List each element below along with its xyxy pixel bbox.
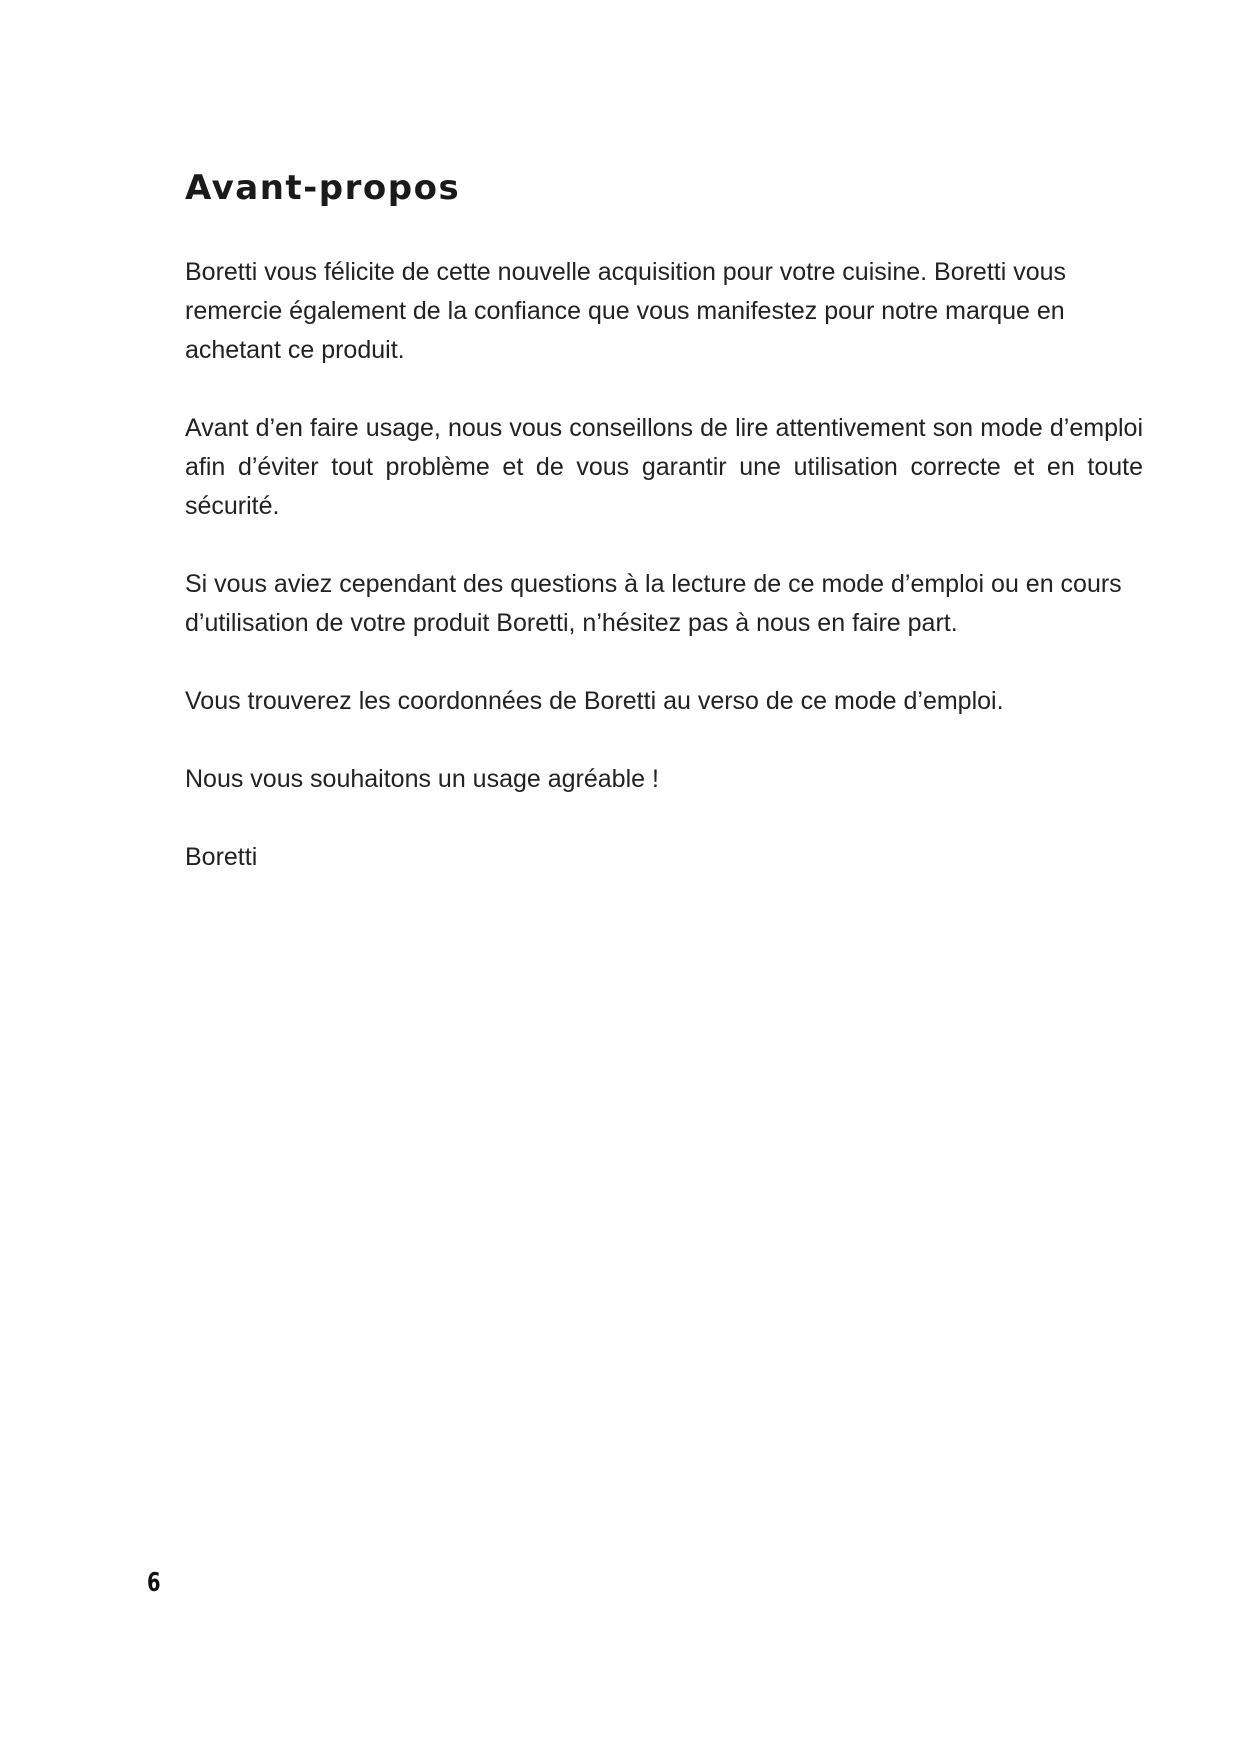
page-number: 6 [147,1568,161,1598]
body-text [185,253,1143,877]
page-title: Avant-propos [185,168,461,208]
signature: Boretti [185,843,258,871]
paragraph-wishes: Nous vous souhaitons un usage agréable ! [185,765,659,793]
paragraph-congratulations: Boretti vous félicite de cette nouvelle acquisition pour votre cuisine. Boretti vous remercie également de la confiance que vous manifestez pour notre marque en achetant ce produit. [185,258,1067,364]
paragraph-advice: Avant d’en faire usage, nous vous conseillons de lire attentivement son mode d’emploi afin d’éviter tout problème et de vous garantir une utilisation correcte et en toute sécurité. [185,414,1143,520]
paragraph-questions: Si vous aviez cependant des questions à la lecture de ce mode d’emploi ou en cours d’utilisation de votre produit Boretti, n’hésitez pas à nous en faire part. [185,570,1122,637]
paragraph-contact-info: Vous trouverez les coordonnées de Boretti au verso de ce mode d’emploi. [185,687,1004,715]
